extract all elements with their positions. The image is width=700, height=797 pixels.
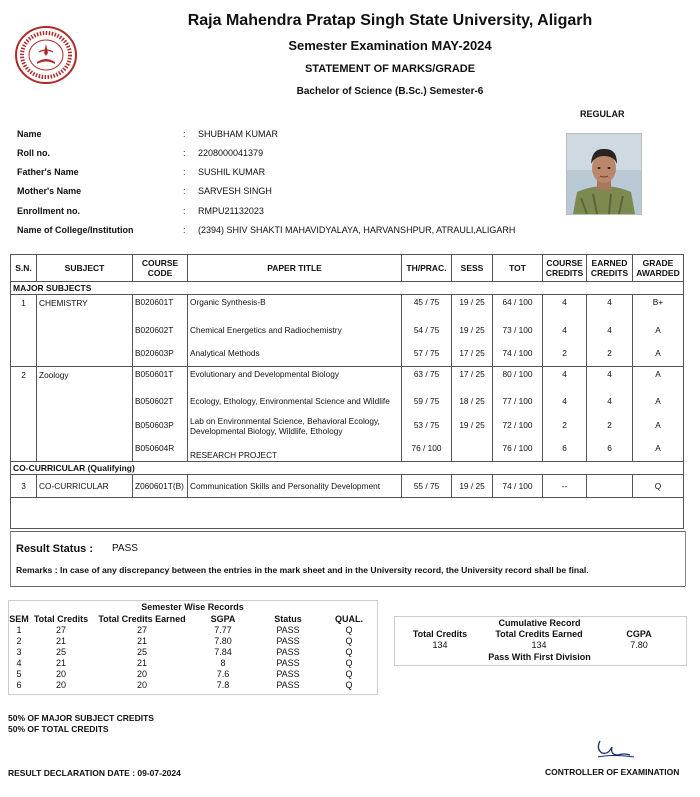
theory-marks (402, 366, 452, 461)
paper-titles (188, 366, 402, 461)
sem-status: PASS (276, 636, 300, 646)
grades (633, 366, 684, 461)
university-logo (15, 26, 77, 84)
column-header: GRADE AWARDED (633, 255, 684, 282)
course-code: B050602T (135, 396, 174, 406)
theory-mark: 63 / 75 (413, 368, 440, 379)
sem-sgpa: 7.6 (216, 669, 230, 679)
total-mark: 73 / 100 (502, 324, 533, 335)
cgpa-value: 7.80 (630, 640, 648, 650)
student-name: SHUBHAM KUMAR (198, 129, 279, 139)
grade: A (655, 368, 661, 379)
earned-credits (587, 295, 633, 367)
divider (10, 586, 685, 587)
course-code: B050601T (135, 368, 174, 379)
total-mark: 64 / 100 (502, 297, 533, 307)
total-credits-note: 50% OF TOTAL CREDITS (8, 724, 109, 734)
column-header: EARNED CREDITS (587, 255, 633, 282)
column-header: SESS (452, 255, 493, 282)
cumulative-total-credits: 134 (432, 640, 448, 650)
course-credit: 4 (562, 396, 567, 406)
info-label: Name (17, 129, 42, 139)
grade: B+ (652, 297, 664, 307)
column-header: SEM (9, 614, 29, 624)
earned-credit: 6 (607, 443, 612, 453)
sem-status: PASS (276, 647, 300, 657)
theory-mark: 57 / 75 (413, 348, 440, 358)
sem-qual: Q (345, 658, 353, 668)
sem-sgpa: 7.84 (214, 647, 232, 657)
major-credits-note: 50% OF MAJOR SUBJECT CREDITS (8, 713, 154, 723)
column-header: SUBJECT (37, 255, 133, 282)
earned-credit: 2 (607, 348, 612, 358)
subject-group-zoology (11, 366, 684, 461)
sessional-mark: 19 / 25 (459, 297, 485, 307)
sem-total-credits: 20 (55, 680, 66, 690)
total-mark: 80 / 100 (502, 368, 533, 379)
sem-credits-earned: 25 (136, 647, 147, 657)
divider (685, 531, 686, 586)
sessional-mark: 17 / 25 (459, 368, 485, 379)
total-mark: 74 / 100 (502, 348, 533, 358)
controller-of-examination: CONTROLLER OF EXAMINATION (545, 767, 680, 777)
programme-title: Bachelor of Science (B.Sc.) Semester-6 (296, 86, 484, 97)
semester-records-table (8, 614, 376, 691)
column-header: CGPA (626, 629, 652, 639)
info-label: Father's Name (17, 167, 79, 177)
paper-title: Communication Skills and Personality Development (188, 474, 402, 497)
theory-marks (402, 295, 452, 367)
serial-number: 3 (11, 474, 37, 497)
column-header: TH/PRAC. (402, 255, 452, 282)
column-header: COURSE CREDITS (543, 255, 587, 282)
sem-total-credits: 21 (55, 658, 66, 668)
course-code: Z060601T(B) (133, 474, 188, 497)
division-text: Pass With First Division (488, 652, 591, 662)
serial-number: 1 (11, 295, 37, 367)
sem-credits-earned: 20 (136, 669, 147, 679)
university-name: Raja Mahendra Pratap Singh State University, Aligarh (187, 12, 593, 29)
subject-name: Zoology (37, 366, 133, 461)
enrollment-number: RMPU21132023 (198, 206, 264, 216)
theory-mark: 59 / 75 (413, 396, 440, 406)
remarks-text: Remarks : In case of any discrepancy between the entries in the mark sheet and in the University record, the University record shall be final. (16, 565, 589, 575)
earned-credits (587, 366, 633, 461)
subject-group-chemistry (11, 295, 684, 367)
controller-signature (590, 735, 640, 761)
sem-credits-earned: 27 (136, 625, 147, 635)
column-header: TOT (493, 255, 543, 282)
column-header: S.N. (11, 255, 37, 282)
column-header: Total Credits Earned (98, 614, 186, 624)
grade: A (655, 348, 661, 358)
sessional-mark: 19 / 25 (459, 419, 485, 430)
sem-sgpa: 7.80 (214, 636, 232, 646)
sem-sgpa: 8 (220, 658, 226, 668)
column-header: COURSE CODE (133, 255, 188, 282)
info-label: Name of College/Institution (17, 225, 134, 235)
paper-title: Chemical Energetics and Radiochemistry (190, 324, 342, 335)
grade: A (655, 324, 661, 335)
course-codes (133, 366, 188, 461)
paper-title: Organic Synthesis-B (190, 297, 266, 307)
theory-mark: 55 / 75 (402, 474, 452, 497)
sem-number: 1 (16, 625, 22, 635)
cumulative-record-table (396, 629, 684, 651)
sem-qual: Q (345, 680, 353, 690)
table-row (396, 640, 684, 651)
roll-number: 2208000041379 (198, 148, 264, 158)
total-mark: 76 / 100 (502, 443, 533, 453)
course-credit: 2 (562, 348, 567, 358)
semester-header-row (8, 614, 376, 625)
sessional-mark: 17 / 25 (459, 348, 485, 358)
sem-qual: Q (345, 636, 353, 646)
course-credit: 4 (562, 297, 567, 307)
result-status-value: PASS (112, 543, 138, 554)
info-label: Mother's Name (17, 186, 82, 196)
course-code: B020601T (135, 297, 174, 307)
divider (10, 531, 685, 532)
column-header: Total Credits (412, 629, 468, 639)
earned-credit: 4 (607, 396, 612, 406)
table-row (8, 669, 376, 680)
grade: A (655, 419, 661, 430)
sem-total-credits: 25 (55, 647, 66, 657)
course-credit: 4 (562, 368, 567, 379)
column-header: QUAL. (335, 614, 363, 624)
earned-credit: 4 (607, 297, 612, 307)
mother-name: SARVESH SINGH (198, 186, 272, 196)
table-spacer (11, 497, 684, 528)
cumulative-header-row (396, 629, 684, 640)
sem-number: 3 (16, 647, 22, 657)
info-label: Enrollment no. (17, 206, 80, 216)
course-credit: 4 (562, 324, 567, 335)
sem-status: PASS (276, 658, 300, 668)
total-marks (493, 295, 543, 367)
sem-qual: Q (345, 647, 353, 657)
table-row (8, 625, 376, 636)
total-mark: 77 / 100 (502, 396, 533, 406)
info-colon: : (183, 225, 186, 235)
paper-title: Evolutionary and Developmental Biology (190, 368, 339, 379)
cumulative-credits-earned: 134 (531, 640, 547, 650)
course-code: B020603P (135, 348, 174, 358)
co-curricular-row (11, 474, 684, 497)
earned-credit: 2 (607, 419, 612, 430)
sessional-mark (454, 437, 490, 461)
sem-credits-earned: 20 (136, 680, 147, 690)
grade: A (655, 443, 661, 453)
info-colon: : (183, 129, 186, 139)
total-marks (493, 366, 543, 461)
sem-number: 5 (16, 669, 22, 679)
course-code: B050604R (135, 443, 175, 453)
course-codes (133, 295, 188, 367)
sem-status: PASS (276, 680, 300, 690)
course-code: B050603P (135, 419, 174, 430)
sem-status: PASS (276, 669, 300, 679)
paper-title: Ecology, Ethology, Environmental Science and Wildlife (190, 396, 390, 406)
result-status-label: Result Status : (16, 543, 94, 555)
grade: Q (633, 474, 684, 497)
sem-credits-earned: 21 (136, 636, 147, 646)
table-row (8, 658, 376, 669)
sem-number: 2 (16, 636, 22, 646)
grade: A (655, 396, 661, 406)
info-label: Roll no. (17, 148, 50, 158)
student-photo (566, 133, 642, 215)
column-header: Total Credits (33, 614, 89, 624)
sem-total-credits: 21 (55, 636, 66, 646)
info-colon: : (183, 186, 186, 196)
status-tag: REGULAR (580, 109, 625, 119)
serial-number: 2 (11, 366, 37, 461)
info-colon: : (183, 148, 186, 158)
earned-credit: 4 (607, 368, 612, 379)
sem-number: 4 (16, 658, 22, 668)
sessional-mark: 19 / 25 (452, 474, 493, 497)
earned-credit: 4 (607, 324, 612, 335)
column-header: Total Credits Earned (495, 629, 583, 639)
info-colon: : (183, 206, 186, 216)
sessional-marks (452, 295, 493, 367)
sessional-mark: 18 / 25 (459, 396, 485, 406)
sem-status: PASS (276, 625, 300, 635)
course-credit: 6 (562, 443, 567, 453)
sem-total-credits: 27 (55, 625, 66, 635)
paper-titles (188, 295, 402, 367)
course-credits (543, 295, 587, 367)
sem-total-credits: 20 (55, 669, 66, 679)
course-credit: -- (543, 474, 587, 497)
theory-mark: 45 / 75 (413, 297, 440, 307)
paper-title: Analytical Methods (190, 348, 260, 358)
table-row (8, 636, 376, 647)
semester-records-title: Semester Wise Records (141, 602, 244, 612)
college-name: (2394) SHIV SHAKTI MAHAVIDYALAYA, HARVANSHPUR, ATRAULI,ALIGARH (198, 225, 516, 235)
total-mark: 72 / 100 (502, 419, 533, 430)
sessional-marks (452, 366, 493, 461)
section-major-subjects: MAJOR SUBJECTS (11, 282, 684, 295)
sem-qual: Q (345, 625, 353, 635)
sem-sgpa: 7.77 (214, 625, 232, 635)
table-row (8, 680, 376, 691)
paper-title: Lab on Environmental Science, Behavioral Ecology, Developmental Biology, Wildlife, Ethology (190, 415, 380, 436)
father-name: SUSHIL KUMAR (198, 167, 266, 177)
exam-title: Semester Examination MAY-2024 (288, 38, 492, 53)
theory-mark: 53 / 75 (413, 419, 440, 430)
theory-mark: 76 / 100 (411, 443, 442, 453)
sessional-mark: 19 / 25 (459, 324, 485, 335)
paper-title: RESEARCH PROJECT (190, 450, 278, 460)
section-co-curricular: CO-CURRICULAR (Qualifying) (11, 461, 684, 474)
info-colon: : (183, 167, 186, 177)
total-mark: 74 / 100 (493, 474, 543, 497)
cumulative-record-title: Cumulative Record (498, 618, 581, 628)
marks-table (10, 254, 684, 529)
course-code: B020602T (135, 324, 174, 335)
earned-credit (587, 474, 633, 497)
column-header: Status (274, 614, 302, 624)
subject-name: CO-CURRICULAR (37, 474, 133, 497)
table-row (8, 647, 376, 658)
column-header: PAPER TITLE (188, 255, 402, 282)
sem-qual: Q (345, 669, 353, 679)
column-header: SGPA (210, 614, 236, 624)
declaration-date: RESULT DECLARATION DATE : 09-07-2024 (8, 768, 181, 778)
grades (633, 295, 684, 367)
subject-name: CHEMISTRY (37, 295, 133, 367)
statement-title: STATEMENT OF MARKS/GRADE (304, 63, 476, 75)
sem-credits-earned: 21 (136, 658, 147, 668)
theory-mark: 54 / 75 (413, 324, 440, 335)
divider (10, 531, 11, 586)
marks-header-row (11, 255, 684, 282)
sem-number: 6 (16, 680, 22, 690)
sem-sgpa: 7.8 (216, 680, 230, 690)
course-credits (543, 366, 587, 461)
course-credit: 2 (562, 419, 567, 430)
